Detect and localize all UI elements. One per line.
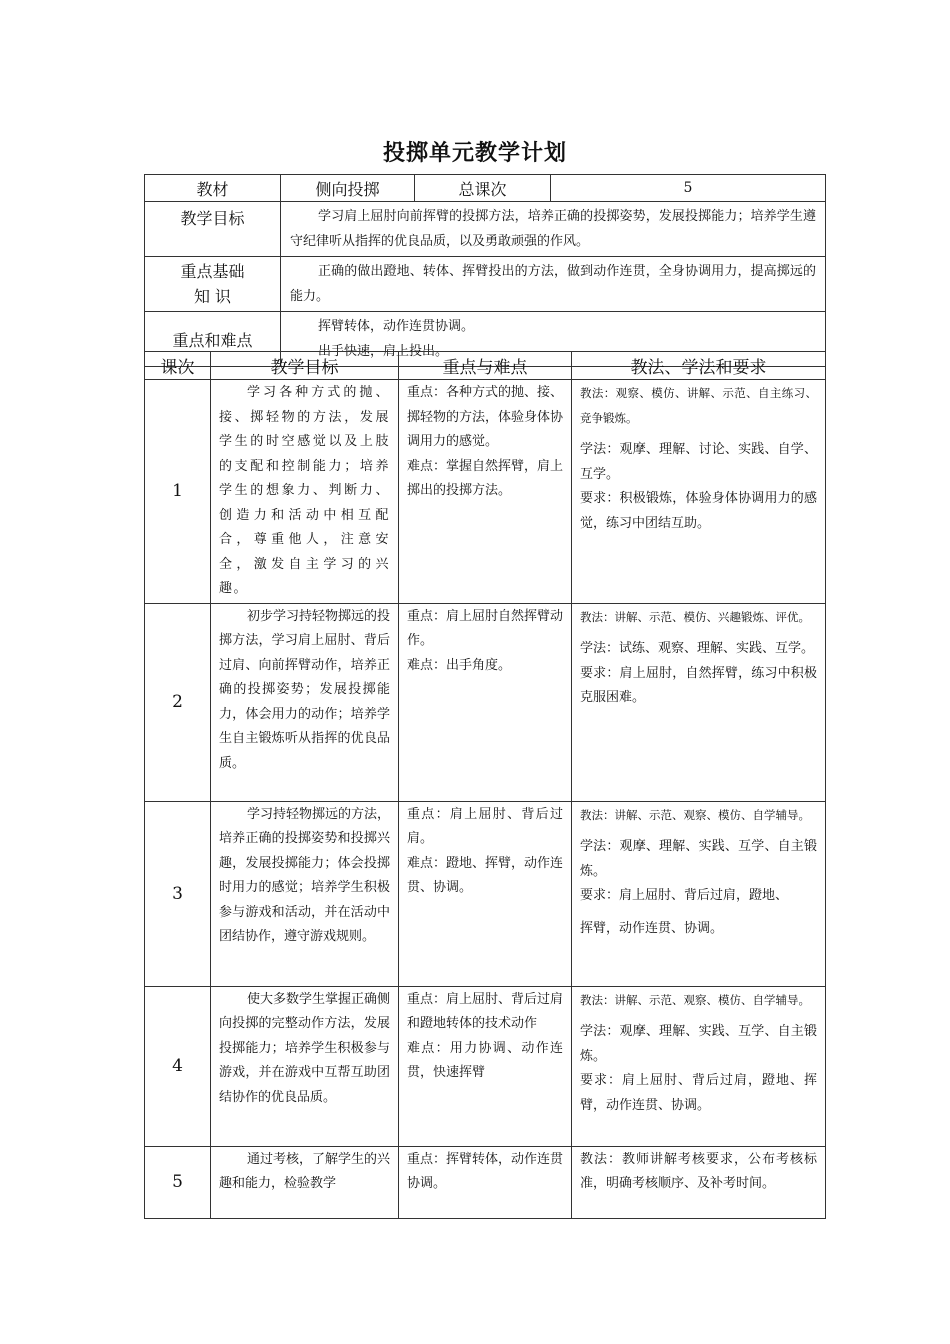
- lesson-key-difficulty: [399, 801, 572, 986]
- key-knowledge-label-line2: 知 识: [193, 287, 232, 306]
- lesson-methods: [572, 1146, 826, 1218]
- learning-method: 学法：观摩、理解、讨论、实践、自学、互学。: [580, 442, 817, 482]
- lesson-plan-table: [144, 351, 826, 1219]
- table-row: [145, 1146, 826, 1218]
- lesson-methods: [572, 801, 826, 986]
- key-point: 重点：各种方式的抛、接、掷轻物的方法，体验身体协调用力的感觉。: [407, 385, 564, 449]
- difficult-point: 难点：掌握自然挥臂，肩上掷出的投掷方法。: [407, 458, 564, 498]
- teaching-method: 教法：讲解、示范、观察、模仿、自学辅导。: [580, 807, 810, 822]
- lesson-methods: [572, 986, 826, 1146]
- teaching-method: 教法：教师讲解考核要求，公布考核标准，明确考核顺序、及补考时间。: [580, 1151, 817, 1191]
- learning-method: 学法：试练、观察、理解、实践、互学。: [580, 641, 815, 656]
- lesson-methods: [572, 603, 826, 801]
- lesson-goal: 学习持轻物掷远的方法，培养正确的投掷姿势和投掷兴趣，发展投掷能力；体会投掷时用力的感觉；培养学生积极参与游戏和活动，并在活动中团结协作，遵守游戏规则。: [211, 801, 399, 986]
- difficult-point: 难点：用力协调、动作连贯，快速挥臂: [407, 1040, 563, 1080]
- lesson-key-difficulty: [399, 380, 572, 604]
- difficult-point: 难点：出手角度。: [407, 657, 512, 673]
- total-lessons-label: 总课次: [415, 175, 551, 202]
- col-header-key-difficulty: 重点与难点: [399, 352, 572, 380]
- col-header-methods: 教法、学法和要求: [572, 352, 826, 380]
- lesson-goal: 学习各种方式的抛、接、掷轻物的方法，发展学生的时空感觉以及上肢的支配和控制能力；培养学生的想象力、判断力、创造力和活动中相互配合，尊重他人，注意安全，激发自主学习的兴趣。: [211, 380, 399, 604]
- lesson-goal: 初步学习持轻物掷远的投掷方法，学习肩上屈肘、背后过肩、向前挥臂动作，培养正确的投掷姿势；发展投掷能力，体会用力的动作；培养学生自主锻炼听从指挥的优良品质。: [211, 603, 399, 801]
- requirement: 要求：肩上屈肘、背后过肩，蹬地、挥臂，动作连贯、协调。: [580, 1073, 817, 1113]
- col-header-lesson: 课次: [145, 352, 211, 380]
- key-knowledge-label: [145, 257, 281, 312]
- requirement: 要求：积极锻炼，体验身体协调用力的感觉，练习中团结互助。: [580, 491, 817, 531]
- col-header-goal: 教学目标: [211, 352, 399, 380]
- requirement: 要求：肩上屈肘，自然挥臂，练习中积极克服困难。: [580, 665, 817, 705]
- lesson-methods: [572, 380, 826, 604]
- key-difficulty-line1: 挥臂转体，动作连贯协调。: [318, 319, 475, 334]
- material-value: 侧向投掷: [281, 175, 415, 202]
- lesson-goal: 通过考核，了解学生的兴趣和能力，检验教学: [211, 1146, 399, 1218]
- key-point: 重点：肩上屈肘、背后过肩。: [407, 806, 563, 846]
- lesson-number: 4: [145, 986, 211, 1146]
- requirement-continued: 挥臂，动作连贯、协调。: [580, 920, 724, 936]
- goal-label: 教学目标: [145, 202, 281, 257]
- requirement: 要求：肩上屈肘、背后过肩，蹬地、: [580, 888, 789, 903]
- lesson-key-difficulty: [399, 986, 572, 1146]
- learning-method: 学法：观摩、理解、实践、互学、自主锻炼。: [580, 839, 817, 879]
- page-title: 投掷单元教学计划: [382, 140, 567, 166]
- table-row: [145, 801, 826, 986]
- table-row: [145, 603, 826, 801]
- summary-table: [144, 174, 826, 367]
- table-row: [145, 380, 826, 604]
- difficult-point: 难点：蹬地、挥臂，动作连贯、协调。: [407, 855, 564, 895]
- key-difficulty-line2: 出手快速，肩上投出。: [318, 344, 449, 359]
- key-difficulty-label: 重点和难点: [145, 312, 281, 367]
- teaching-method: 教法：讲解、示范、观察、模仿、自学辅导。: [580, 992, 810, 1007]
- lesson-key-difficulty: [399, 603, 572, 801]
- teaching-method: 教法：观察、模仿、讲解、示范、自主练习、竞争锻炼。: [580, 386, 817, 425]
- lesson-key-difficulty: [399, 1146, 572, 1218]
- key-point: 重点：挥臂转体，动作连贯协调。: [407, 1151, 564, 1191]
- teaching-method: 教法：讲解、示范、模仿、兴趣锻炼、评优。: [580, 609, 810, 624]
- lesson-goal: 使大多数学生掌握正确侧向投掷的完整动作方法，发展投掷能力；培养学生积极参与游戏，并在游戏中互帮互助团结协作的优良品质。: [211, 986, 399, 1146]
- material-label: 教材: [145, 175, 281, 202]
- table-row: [145, 986, 826, 1146]
- goal-text: 学习肩上屈肘向前挥臂的投掷方法，培养正确的投掷姿势，发展投掷能力；培养学生遵守纪律听从指挥的优良品质，以及勇敢顽强的作风。: [281, 202, 826, 257]
- lesson-number: 3: [145, 801, 211, 986]
- lesson-number: 2: [145, 603, 211, 801]
- total-lessons-value: 5: [551, 175, 826, 202]
- key-point: 重点：肩上屈肘自然挥臂动作。: [407, 608, 564, 648]
- key-knowledge-text: 正确的做出蹬地、转体、挥臂投出的方法，做到动作连贯，全身协调用力，提高掷远的能力。: [281, 257, 826, 312]
- learning-method: 学法：观摩、理解、实践、互学、自主锻炼。: [580, 1024, 817, 1064]
- key-point: 重点：肩上屈肘、背后过肩和蹬地转体的技术动作: [407, 991, 564, 1031]
- key-knowledge-label-line1: 重点基础: [180, 262, 245, 281]
- lesson-number: 5: [145, 1146, 211, 1218]
- lesson-number: 1: [145, 380, 211, 604]
